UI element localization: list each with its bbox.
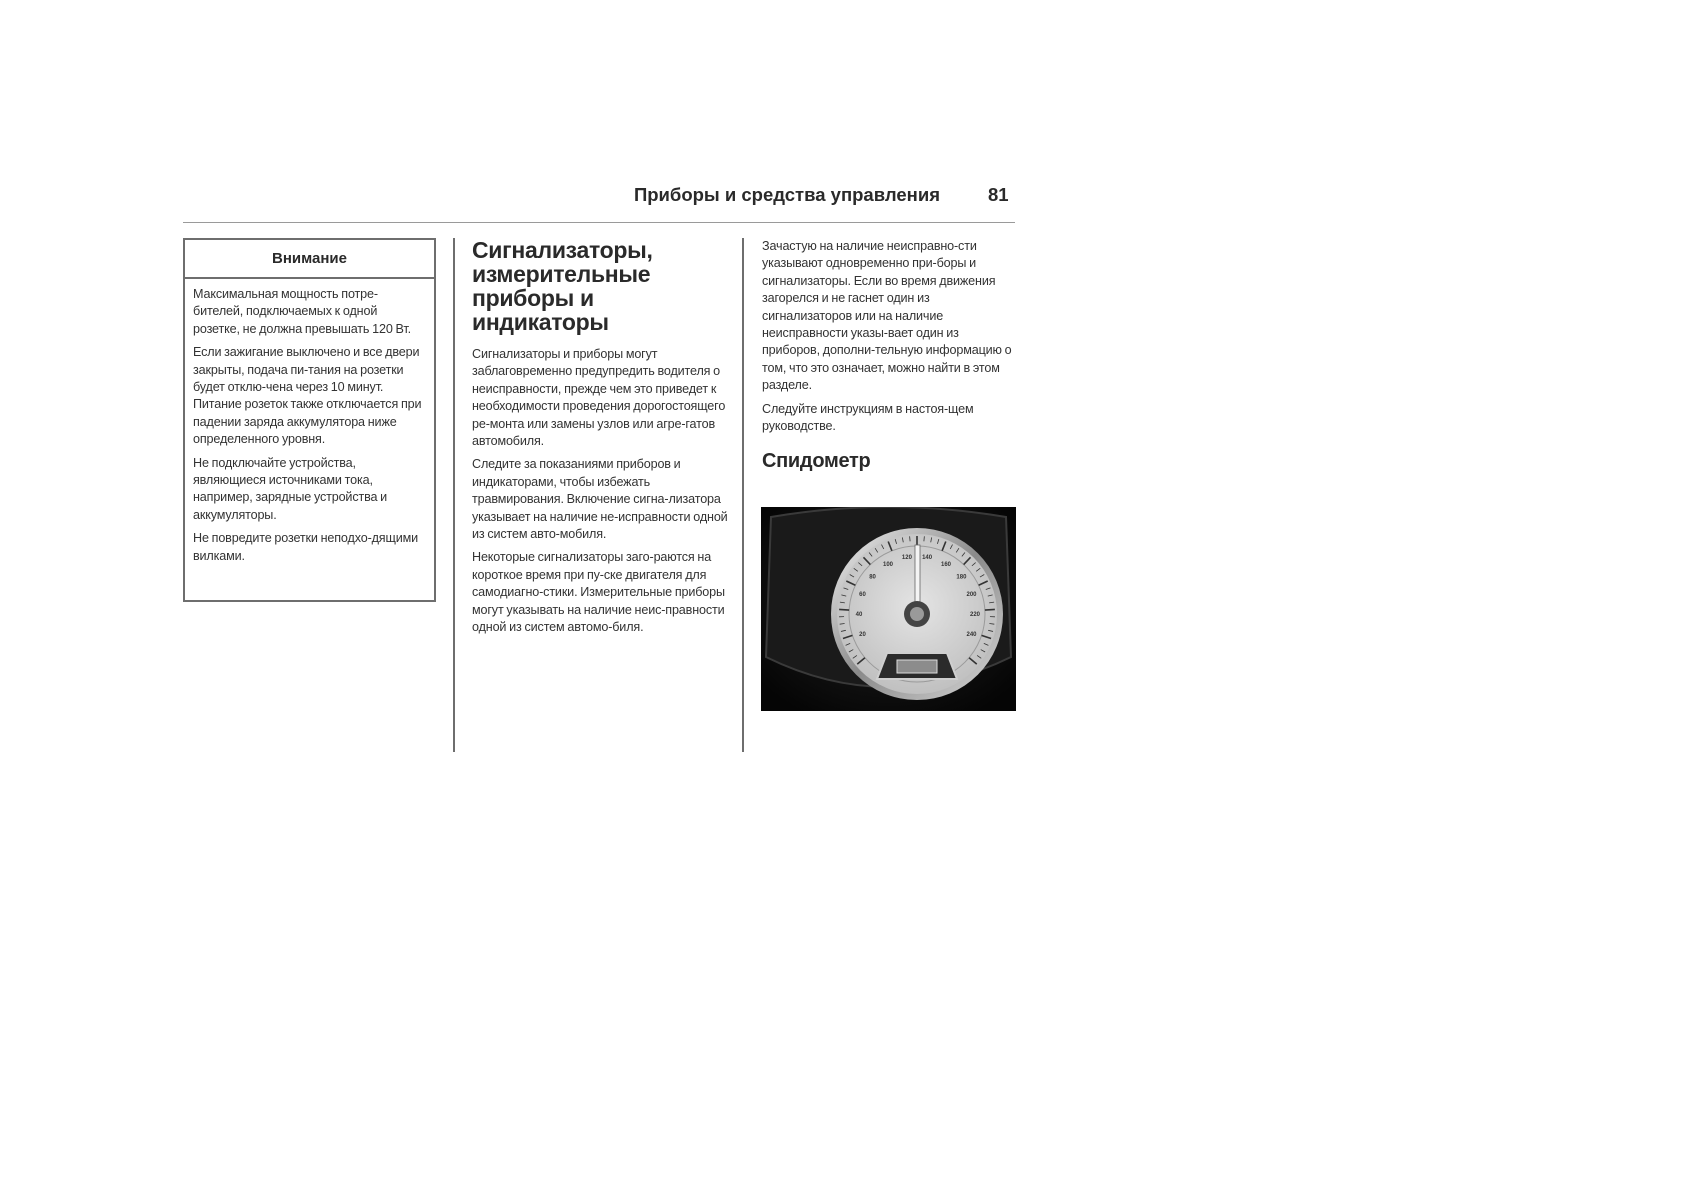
section-paragraph: Следите за показаниями приборов и индикаторами, чтобы избежать травмирования. Включение сигна-лизатора указывает на наличие не-исправности одной из систем авто-мобиля. xyxy=(472,457,728,542)
column-divider-right xyxy=(742,238,744,752)
page-number: 81 xyxy=(988,184,1009,205)
section-paragraph: Следуйте инструкциям в настоя-щем руководстве. xyxy=(762,401,974,434)
running-header-title: Приборы и средства управления xyxy=(633,184,940,205)
section-paragraph: Зачастую на наличие неисправно-сти указывают одновременно при-боры и сигнализаторы. Если во время движения загорелся и не гаснет один из сигнализаторов или на наличие неисправности указы-вает один из приборов, дополни-тельную информацию о том, что это означает, можно найти в этом разделе. xyxy=(762,239,1012,393)
gauge-label: 20 xyxy=(859,631,866,638)
gauge-label: 40 xyxy=(855,612,863,618)
gauge-label: 80 xyxy=(869,574,876,581)
column-divider-left xyxy=(453,238,455,752)
gauge-tick xyxy=(985,609,995,610)
warning-body xyxy=(185,279,434,565)
gauge-hub-center xyxy=(910,607,924,621)
speedometer-illustration xyxy=(761,507,1016,711)
section-paragraph: Некоторые сигнализаторы заго-раются на короткое время при пу-ске двигателя для самодиагно-стики. Измерительные приборы могут указывать на наличие неис-правности одной из систем автомо-биля. xyxy=(472,550,725,635)
warning-paragraph: Если зажигание выключено и все двери закрыты, подача пи-тания на розетки будет отклю-чена через 10 минут. Питание розеток также отключается при падении заряда аккумулятора ниже определенного уровня. xyxy=(193,345,422,447)
warning-paragraph: Не подключайте устройства, являющиеся источниками тока, например, зарядные устройства и аккумуляторы. xyxy=(193,455,388,522)
section-paragraph: Сигнализаторы и приборы могут заблаговременно предупредить водителя о неисправности, прежде чем это приведет к необходимости проведения дорогостоящего ре-монта или замены узлов или агре-гатов автомобиля. xyxy=(472,347,726,449)
gauge-label: 200 xyxy=(966,592,977,599)
gauge-label: 100 xyxy=(882,561,894,568)
gauge-label: 140 xyxy=(922,554,933,561)
gauge-tick xyxy=(839,609,849,610)
gauge-label: 240 xyxy=(966,631,977,638)
speedometer-heading: Спидометр xyxy=(762,450,871,473)
warning-paragraph: Максимальная мощность потре-бителей, подключаемых к одной розетке, не должна превышать 120 Вт. xyxy=(193,287,411,336)
warning-paragraph: Не повредите розетки неподхо-дящими вилками. xyxy=(193,531,418,563)
right-column xyxy=(762,238,1017,485)
header-divider xyxy=(183,222,1015,223)
gauge-label: 160 xyxy=(940,561,952,568)
gauge-label: 120 xyxy=(901,554,912,561)
warning-box xyxy=(183,238,436,602)
gauge-label: 180 xyxy=(956,574,967,581)
gauge-label: 220 xyxy=(969,612,981,618)
warning-title: Внимание xyxy=(185,240,434,279)
indicators-section xyxy=(472,238,730,643)
gauge-info-display xyxy=(897,660,937,673)
gauge-label: 60 xyxy=(859,592,866,599)
section-heading: Сигнализаторы, измерительные приборы и индикаторы xyxy=(472,237,653,335)
